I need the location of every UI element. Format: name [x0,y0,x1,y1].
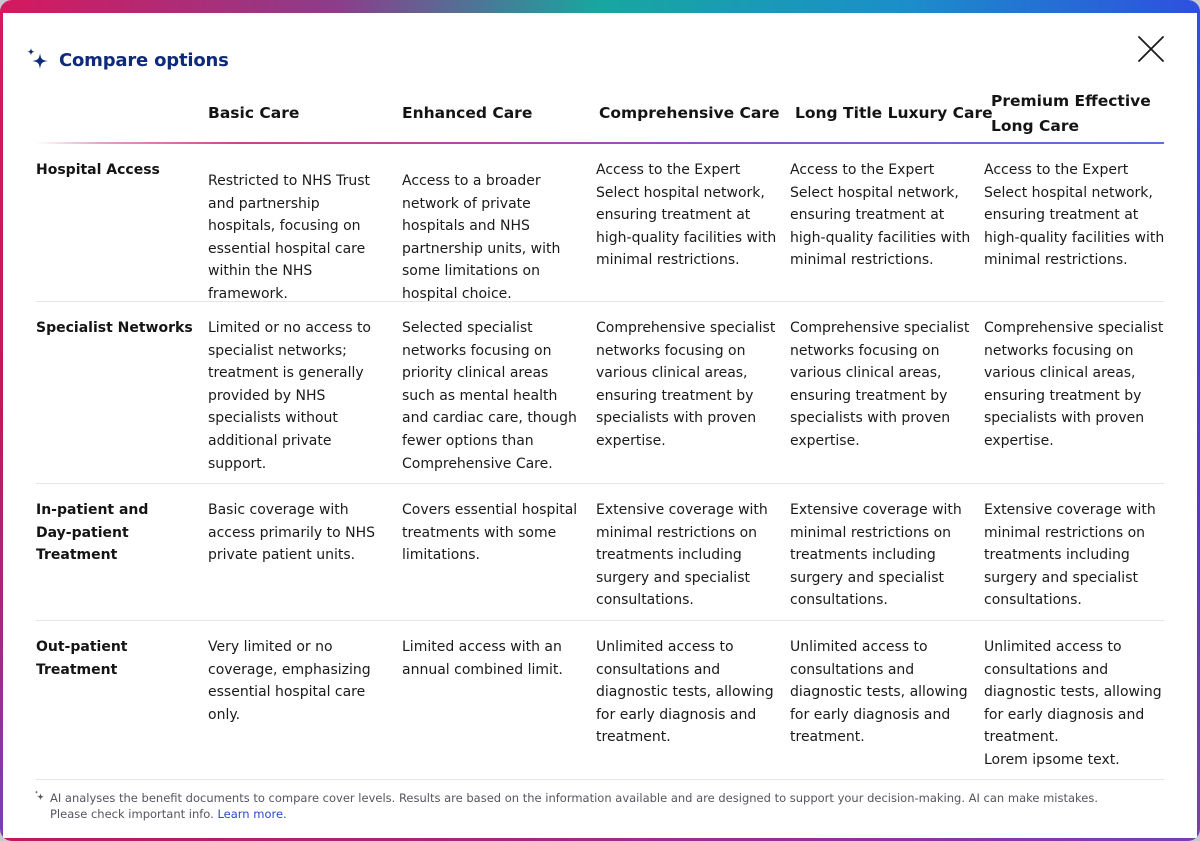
comparison-table [36,86,1164,780]
table-cell-extra: Lorem ipsome text. [984,751,1120,768]
table-row [36,484,1164,621]
table-cell: Comprehensive specialist networks focusing on various clinical areas, ensuring treatment by specialists with proven expertise. [984,320,1164,449]
table-cell: Limited access with an annual combined limit. [402,639,563,678]
table-cell-text: Unlimited access to consultations and diagnostic tests, allowing for early diagnosis and treatment. [984,639,1162,746]
column-header-basic-care: Basic Care [208,104,300,122]
row-label-hospital-access: Hospital Access [36,162,160,178]
sparkle-icon [34,790,46,802]
table-cell: Access to the Expert Select hospital network, ensuring treatment at high-quality facilities with minimal restrictions. [596,162,777,269]
column-header-line: Long Care [991,117,1080,135]
gradient-border-left [0,0,3,841]
disclaimer-text: AI analyses the benefit documents to compare cover levels. Results are based on the information available and are designed to support your decision-making. AI can make mistakes. Please check important info. [50,791,1099,821]
column-header-enhanced-care: Enhanced Care [402,104,533,122]
table-cell: Comprehensive specialist networks focusing on various clinical areas, ensuring treatment by specialists with proven expertise. [790,320,970,449]
table-cell: Unlimited access to consultations and diagnostic tests, allowing for early diagnosis and treatment. [790,639,968,746]
column-header-premium-effective-long-care [991,89,1151,139]
table-cell: Extensive coverage with minimal restrictions on treatments including surgery and specialist consultations. [984,502,1156,609]
column-header-long-title-luxury-care: Long Title Luxury Care [795,104,993,122]
row-label-specialist-networks: Specialist Networks [36,320,193,336]
table-header-row [36,86,1164,142]
table-cell [984,636,1166,772]
sparkle-icon [26,47,52,73]
ai-disclaimer [36,790,1116,822]
table-cell: Access to a broader network of private hospitals and NHS partnership units, with some limitations on hospital choice. [402,173,561,302]
dialog-header [26,44,229,76]
table-row [36,144,1164,302]
learn-more-link[interactable]: Learn more. [217,807,287,821]
table-cell: Limited or no access to specialist networks; treatment is generally provided by NHS specialists without additional private support. [208,320,371,472]
table-cell: Restricted to NHS Trust and partnership hospitals, focusing on essential hospital care within the NHS framework. [208,173,371,302]
table-cell: Covers essential hospital treatments with some limitations. [402,502,578,564]
table-cell: Access to the Expert Select hospital network, ensuring treatment at high-quality facilities with minimal restrictions. [790,162,971,269]
column-header-line: Premium Effective [991,92,1151,110]
table-row [36,621,1164,780]
table-cell: Basic coverage with access primarily to NHS private patient units. [208,502,376,564]
table-cell: Comprehensive specialist networks focusing on various clinical areas, ensuring treatment by specialists with proven expertise. [596,320,776,449]
table-cell: Access to the Expert Select hospital network, ensuring treatment at high-quality facilities with minimal restrictions. [984,162,1165,269]
row-label-outpatient-treatment: Out-patient Treatment [36,639,128,678]
table-cell: Extensive coverage with minimal restrictions on treatments including surgery and specialist consultations. [790,502,962,609]
column-header-comprehensive-care: Comprehensive Care [599,104,780,122]
table-cell: Selected specialist networks focusing on priority clinical areas such as mental health and cardiac care, though fewer options than Comprehensive Care. [402,320,577,472]
row-label-inpatient-daypatient: In-patient and Day-patient Treatment [36,502,149,564]
table-cell: Very limited or no coverage, emphasizing essential hospital care only. [208,639,371,723]
table-cell: Extensive coverage with minimal restrictions on treatments including surgery and specialist consultations. [596,502,768,609]
table-row [36,302,1164,484]
dialog-title: Compare options [59,49,229,71]
table-cell: Unlimited access to consultations and diagnostic tests, allowing for early diagnosis and treatment. [596,639,774,746]
close-icon[interactable] [1134,32,1168,66]
gradient-border-top [0,0,1200,13]
